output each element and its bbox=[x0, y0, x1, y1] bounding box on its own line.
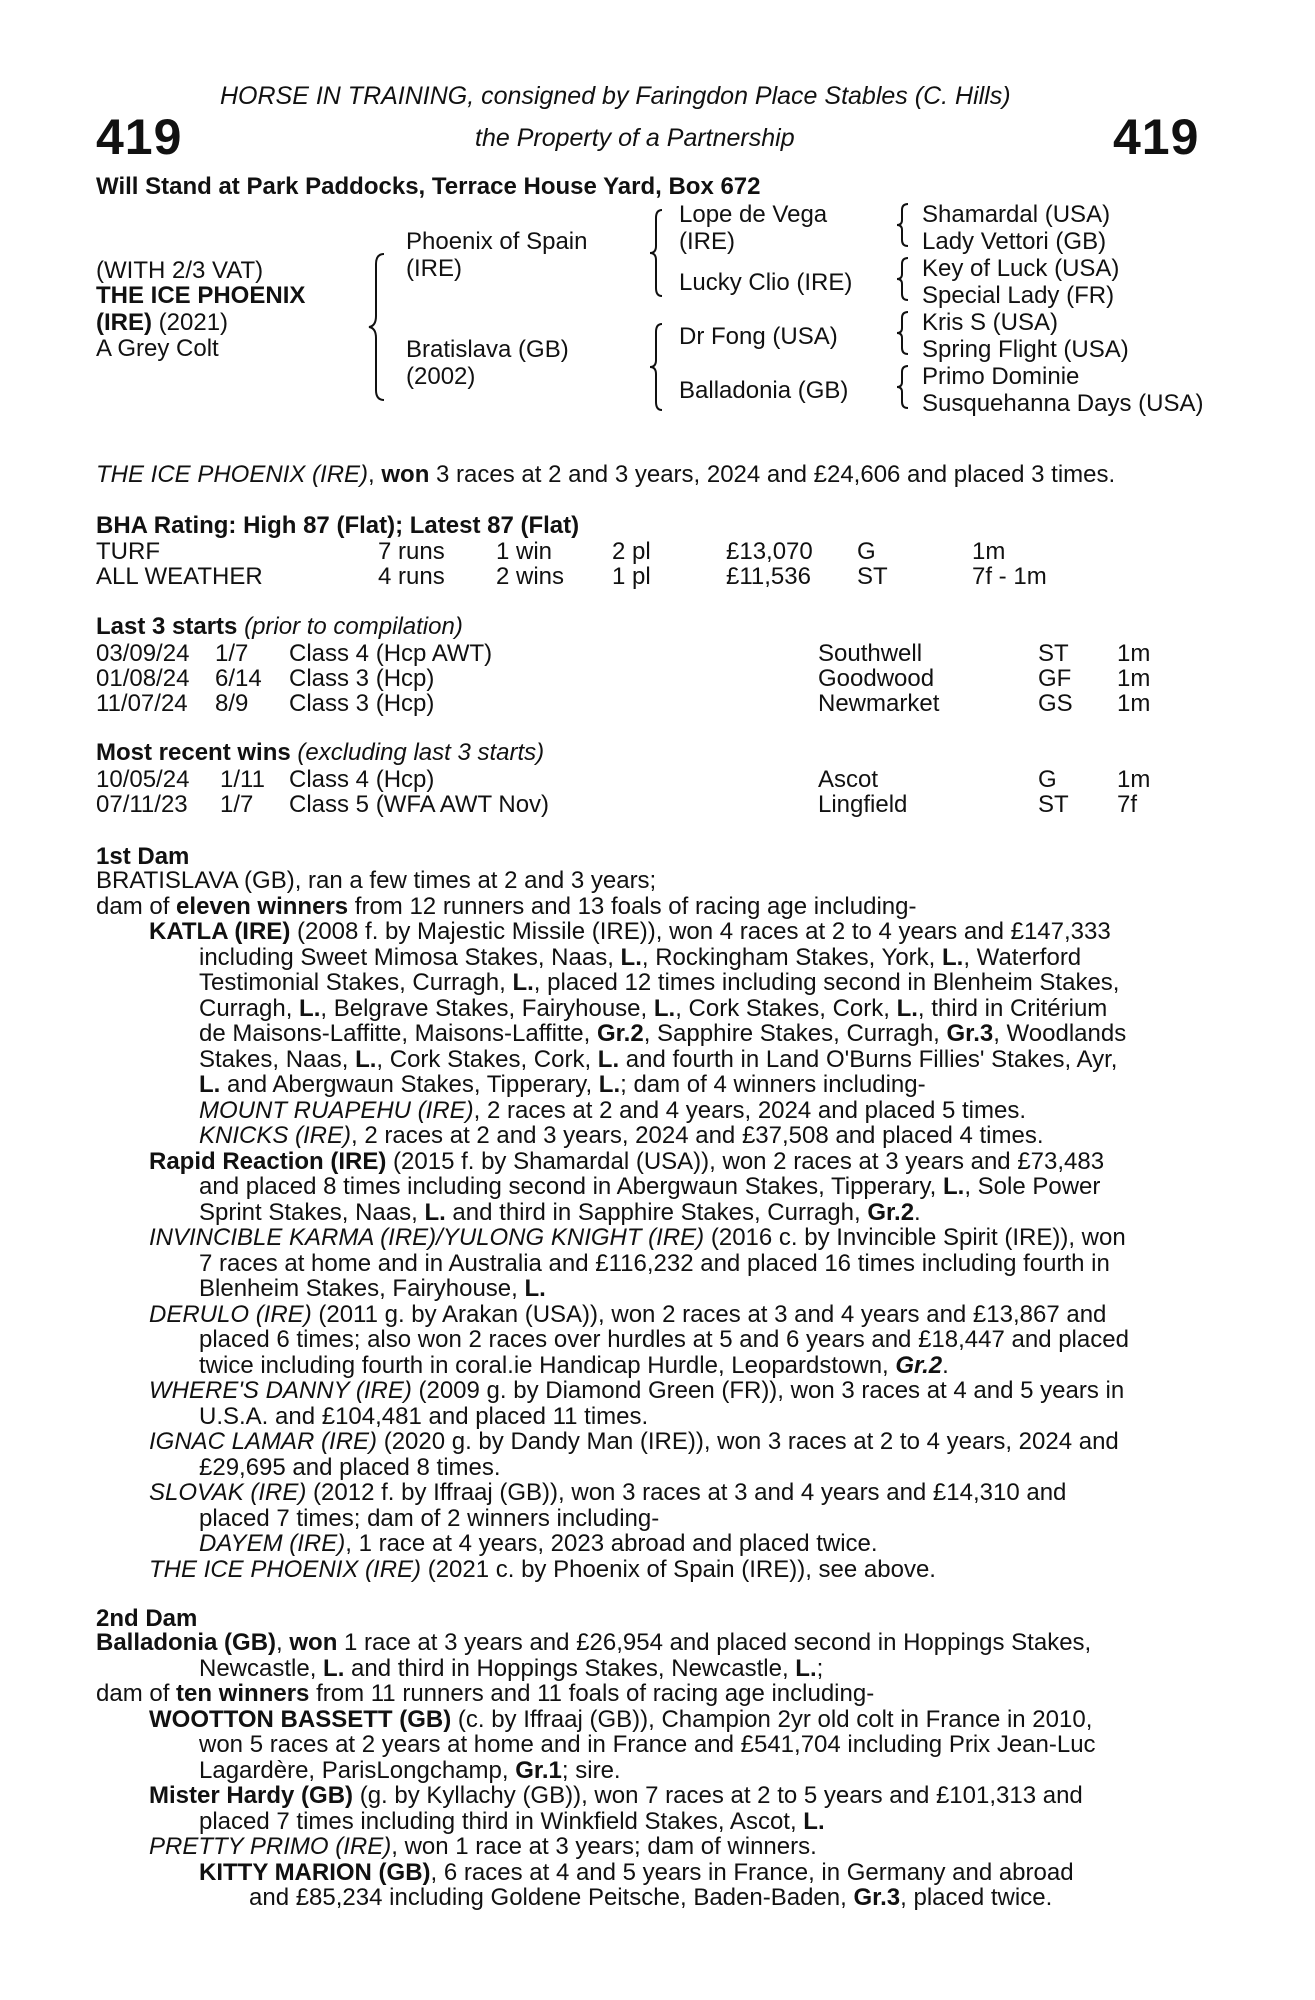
class-cell: Class 5 (WFA AWT Nov) bbox=[289, 791, 550, 818]
produce-line: £29,695 and placed 8 times. bbox=[199, 1453, 501, 1481]
stand-location: Will Stand at Park Paddocks, Terrace House Yard, Box 672 bbox=[96, 173, 761, 200]
wins-cell: 1 win bbox=[496, 538, 553, 565]
produce-line: 7 races at home and in Australia and £116,232 and placed 16 times including fourth in bbox=[199, 1249, 1110, 1277]
produce-line: Mister Hardy (GB) (g. by Kyllachy (GB)), won 7 races at 2 to 5 years and £101,313 and bbox=[149, 1782, 1083, 1809]
pedigree-dds: Primo Dominie bbox=[922, 363, 1080, 390]
produce-line: DERULO (IRE) (2011 g. by Arakan (USA)), won 2 races at 3 and 4 years and £13,867 and bbox=[149, 1300, 1107, 1328]
surface-cell: ALL WEATHER bbox=[96, 563, 263, 590]
produce-line: Newcastle, L. and third in Hoppings Stakes, Newcastle, L.; bbox=[199, 1654, 824, 1682]
going-cell: ST bbox=[857, 563, 888, 590]
distance-cell: 7f bbox=[1117, 791, 1138, 818]
horse-origin: (IRE) bbox=[96, 309, 152, 336]
consignment-line: HORSE IN TRAINING, consigned by Faringdon Place Stables (C. Hills) bbox=[220, 82, 1011, 110]
dam-year: (2002) bbox=[406, 363, 476, 390]
produce-line: Blenheim Stakes, Fairyhouse, L. bbox=[199, 1275, 546, 1302]
produce-line: IGNAC LAMAR (IRE) (2020 g. by Dandy Man (IRE)), won 3 races at 2 to 4 years, 2024 and bbox=[149, 1428, 1119, 1455]
class-cell: Class 3 (Hcp) bbox=[289, 690, 435, 717]
pedigree-dss: Kris S (USA) bbox=[922, 309, 1059, 336]
second-dam-produce bbox=[96, 1630, 1096, 1911]
pedigree-dsd: Spring Flight (USA) bbox=[922, 336, 1129, 363]
pedigree-ddd: Susquehanna Days (USA) bbox=[922, 390, 1204, 417]
pedigree-sire-dam: Lucky Clio (IRE) bbox=[679, 269, 853, 296]
produce-line: Sprint Stakes, Naas, L. and third in Sapphire Stakes, Curragh, Gr.2. bbox=[199, 1198, 921, 1226]
date-cell: 10/05/24 bbox=[96, 766, 190, 793]
race-summary: THE ICE PHOENIX (IRE), won 3 races at 2 and 3 years, 2024 and £24,606 and placed 3 times. bbox=[96, 461, 1116, 488]
going-cell: GF bbox=[1038, 665, 1072, 692]
going-cell: G bbox=[1038, 766, 1057, 793]
position-cell: 1/11 bbox=[220, 766, 265, 793]
produce-line: won 5 races at 2 years at home and in France and £541,704 including Prix Jean-Luc bbox=[199, 1731, 1096, 1758]
produce-line: Balladonia (GB), won 1 race at 3 years and £26,954 and placed second in Hoppings Stakes, bbox=[96, 1629, 1092, 1656]
produce-line: Stakes, Naas, L., Cork Stakes, Cork, L. and fourth in Land O'Burns Fillies' Stakes, Ayr, bbox=[199, 1045, 1118, 1073]
course-cell: Ascot bbox=[818, 766, 879, 793]
property-line: the Property of a Partnership bbox=[475, 124, 795, 152]
pedigree-brace-sire bbox=[648, 208, 666, 298]
produce-line: dam of ten winners from 11 runners and 11 foals of racing age including- bbox=[96, 1680, 875, 1707]
class-cell: Class 3 (Hcp) bbox=[289, 665, 435, 692]
pedigree-sds: Key of Luck (USA) bbox=[922, 255, 1120, 282]
date-cell: 11/07/24 bbox=[96, 690, 188, 717]
first-dam-title: 1st Dam bbox=[96, 843, 190, 870]
sire-origin: (IRE) bbox=[406, 255, 462, 282]
surface-cell: TURF bbox=[96, 538, 160, 565]
distance-cell: 7f - 1m bbox=[972, 563, 1047, 590]
going-cell: G bbox=[857, 538, 876, 565]
horse-origin-year bbox=[96, 310, 228, 335]
placed-cell: 1 pl bbox=[612, 563, 651, 590]
pedigree-dam-sire: Dr Fong (USA) bbox=[679, 323, 838, 350]
produce-line: PRETTY PRIMO (IRE), won 1 race at 3 years; dam of winners. bbox=[149, 1833, 817, 1860]
earnings-cell: £13,070 bbox=[726, 538, 813, 565]
vat-note: (WITH 2/3 VAT) bbox=[96, 257, 264, 284]
course-cell: Southwell bbox=[818, 640, 923, 667]
pedigree-ssd: Lady Vettori (GB) bbox=[922, 228, 1107, 255]
produce-line: including Sweet Mimosa Stakes, Naas, L., Rockingham Stakes, York, L., Waterford bbox=[199, 943, 1082, 971]
pedigree-sire-sire bbox=[679, 201, 827, 255]
produce-line: dam of eleven winners from 12 runners and 13 foals of racing age including- bbox=[96, 892, 917, 920]
pedigree-sss: Shamardal (USA) bbox=[922, 201, 1111, 228]
produce-line: and £85,234 including Goldene Peitsche, Baden-Baden, Gr.3, placed twice. bbox=[249, 1884, 1053, 1911]
date-cell: 01/08/24 bbox=[96, 665, 190, 692]
produce-line: Lagardère, ParisLongchamp, Gr.1; sire. bbox=[199, 1756, 621, 1784]
going-cell: ST bbox=[1038, 640, 1069, 667]
pedigree-brace-dam bbox=[648, 322, 666, 412]
produce-line: Rapid Reaction (IRE) (2015 f. by Shamardal (USA)), won 2 races at 3 years and £73,483 bbox=[149, 1147, 1105, 1175]
going-cell: GS bbox=[1038, 690, 1073, 717]
produce-line: WHERE'S DANNY (IRE) (2009 g. by Diamond Green (FR)), won 3 races at 4 and 5 years in bbox=[149, 1377, 1125, 1404]
runs-cell: 4 runs bbox=[378, 563, 445, 590]
course-cell: Goodwood bbox=[818, 665, 935, 692]
produce-line: U.S.A. and £104,481 and placed 11 times. bbox=[199, 1402, 649, 1430]
date-cell: 07/11/23 bbox=[96, 791, 188, 818]
bha-rating-title: BHA Rating: High 87 (Flat); Latest 87 (Flat) bbox=[96, 512, 580, 539]
recent-wins-heading bbox=[96, 740, 544, 765]
earnings-cell: £11,536 bbox=[726, 563, 811, 590]
distance-cell: 1m bbox=[972, 538, 1006, 565]
pedigree-sdd: Special Lady (FR) bbox=[922, 282, 1115, 309]
produce-line: L. and Abergwaun Stakes, Tipperary, L.; dam of 4 winners including- bbox=[199, 1071, 926, 1098]
class-cell: Class 4 (Hcp) bbox=[289, 766, 435, 793]
pedigree-brace-dd bbox=[895, 364, 911, 410]
produce-line: KITTY MARION (GB), 6 races at 4 and 5 years in France, in Germany and abroad bbox=[199, 1858, 1074, 1886]
pedigree-brace-ds bbox=[895, 310, 911, 356]
produce-line: placed 7 times; dam of 2 winners including- bbox=[199, 1504, 660, 1532]
horse-description: A Grey Colt bbox=[96, 335, 219, 362]
distance-cell: 1m bbox=[1117, 690, 1151, 717]
produce-line: INVINCIBLE KARMA (IRE)/YULONG KNIGHT (IRE) (2016 c. by Invincible Spirit (IRE)), won bbox=[149, 1224, 1126, 1251]
distance-cell: 1m bbox=[1117, 766, 1151, 793]
course-cell: Lingfield bbox=[818, 791, 908, 818]
produce-line: Testimonial Stakes, Curragh, L., placed 12 times including second in Blenheim Stakes, bbox=[199, 969, 1120, 996]
pedigree-dam bbox=[406, 336, 569, 390]
dam-name: Bratislava (GB) bbox=[406, 336, 569, 363]
horse-foaling-year: (2021) bbox=[152, 309, 229, 336]
position-cell: 6/14 bbox=[215, 665, 262, 692]
produce-line: DAYEM (IRE), 1 race at 4 years, 2023 abroad and placed twice. bbox=[199, 1530, 878, 1557]
produce-line: WOOTTON BASSETT (GB) (c. by Iffraaj (GB)), Champion 2yr old colt in France in 2010, bbox=[149, 1705, 1093, 1733]
recent-wins-title: Most recent wins bbox=[96, 739, 291, 766]
runs-cell: 7 runs bbox=[378, 538, 445, 565]
produce-line: SLOVAK (IRE) (2012 f. by Iffraaj (GB)), won 3 races at 3 and 4 years and £14,310 and bbox=[149, 1479, 1067, 1506]
produce-line: KATLA (IRE) (2008 f. by Majestic Missile (IRE)), won 4 races at 2 to 4 years and £147,333 bbox=[149, 918, 1111, 945]
recent-wins-note: (excluding last 3 starts) bbox=[290, 739, 545, 766]
going-cell: ST bbox=[1038, 791, 1069, 818]
produce-line: BRATISLAVA (GB), ran a few times at 2 and 3 years; bbox=[96, 867, 657, 894]
produce-line: MOUNT RUAPEHU (IRE), 2 races at 2 and 4 years, 2024 and placed 5 times. bbox=[199, 1096, 1027, 1124]
course-cell: Newmarket bbox=[818, 690, 940, 717]
second-dam-title: 2nd Dam bbox=[96, 1605, 198, 1632]
summary-rest: 3 races at 2 and 3 years, 2024 and £24,606 and placed 3 times. bbox=[429, 461, 1116, 488]
ss-origin: (IRE) bbox=[679, 228, 735, 255]
summary-won: won bbox=[381, 461, 430, 488]
wins-cell: 2 wins bbox=[496, 563, 565, 590]
position-cell: 8/9 bbox=[215, 690, 249, 717]
pedigree-brace-ss bbox=[895, 202, 911, 248]
position-cell: 1/7 bbox=[215, 640, 249, 667]
distance-cell: 1m bbox=[1117, 665, 1151, 692]
sire-name: Phoenix of Spain bbox=[406, 228, 588, 255]
last3-note: (prior to compilation) bbox=[237, 613, 463, 640]
produce-line: placed 6 times; also won 2 races over hurdles at 5 and 6 years and £18,447 and placed bbox=[199, 1326, 1129, 1353]
pedigree-brace-sd bbox=[895, 256, 911, 302]
horse-name: THE ICE PHOENIX bbox=[96, 282, 306, 309]
ss-name: Lope de Vega bbox=[679, 201, 828, 228]
summary-horse-name: THE ICE PHOENIX (IRE) bbox=[96, 461, 369, 488]
pedigree-dam-dam: Balladonia (GB) bbox=[679, 377, 849, 404]
lot-number-right: 419 bbox=[1113, 109, 1200, 165]
produce-line: placed 7 times including third in Winkfield Stakes, Ascot, L. bbox=[199, 1807, 825, 1835]
pedigree-brace-main bbox=[366, 252, 388, 402]
position-cell: 1/7 bbox=[220, 791, 254, 818]
date-cell: 03/09/24 bbox=[96, 640, 190, 667]
produce-line: and placed 8 times including second in Abergwaun Stakes, Tipperary, L., Sole Power bbox=[199, 1173, 1101, 1200]
produce-line: THE ICE PHOENIX (IRE) (2021 c. by Phoenix of Spain (IRE)), see above. bbox=[149, 1555, 936, 1583]
produce-line: KNICKS (IRE), 2 races at 2 and 3 years, 2024 and £37,508 and placed 4 times. bbox=[199, 1122, 1044, 1149]
last3-title: Last 3 starts bbox=[96, 613, 238, 640]
first-dam-produce bbox=[96, 868, 1129, 1582]
pedigree-sire bbox=[406, 228, 587, 282]
produce-line: de Maisons-Laffitte, Maisons-Laffitte, Gr.2, Sapphire Stakes, Curragh, Gr.3, Woodlands bbox=[199, 1020, 1127, 1047]
lot-number-left: 419 bbox=[96, 109, 183, 165]
produce-line: Curragh, L., Belgrave Stakes, Fairyhouse, L., Cork Stakes, Cork, L., third in Critérium bbox=[199, 994, 1108, 1022]
last3-heading bbox=[96, 614, 463, 639]
distance-cell: 1m bbox=[1117, 640, 1151, 667]
produce-line: twice including fourth in coral.ie Handicap Hurdle, Leopardstown, Gr.2. bbox=[199, 1351, 949, 1379]
placed-cell: 2 pl bbox=[612, 538, 651, 565]
class-cell: Class 4 (Hcp AWT) bbox=[289, 640, 493, 667]
